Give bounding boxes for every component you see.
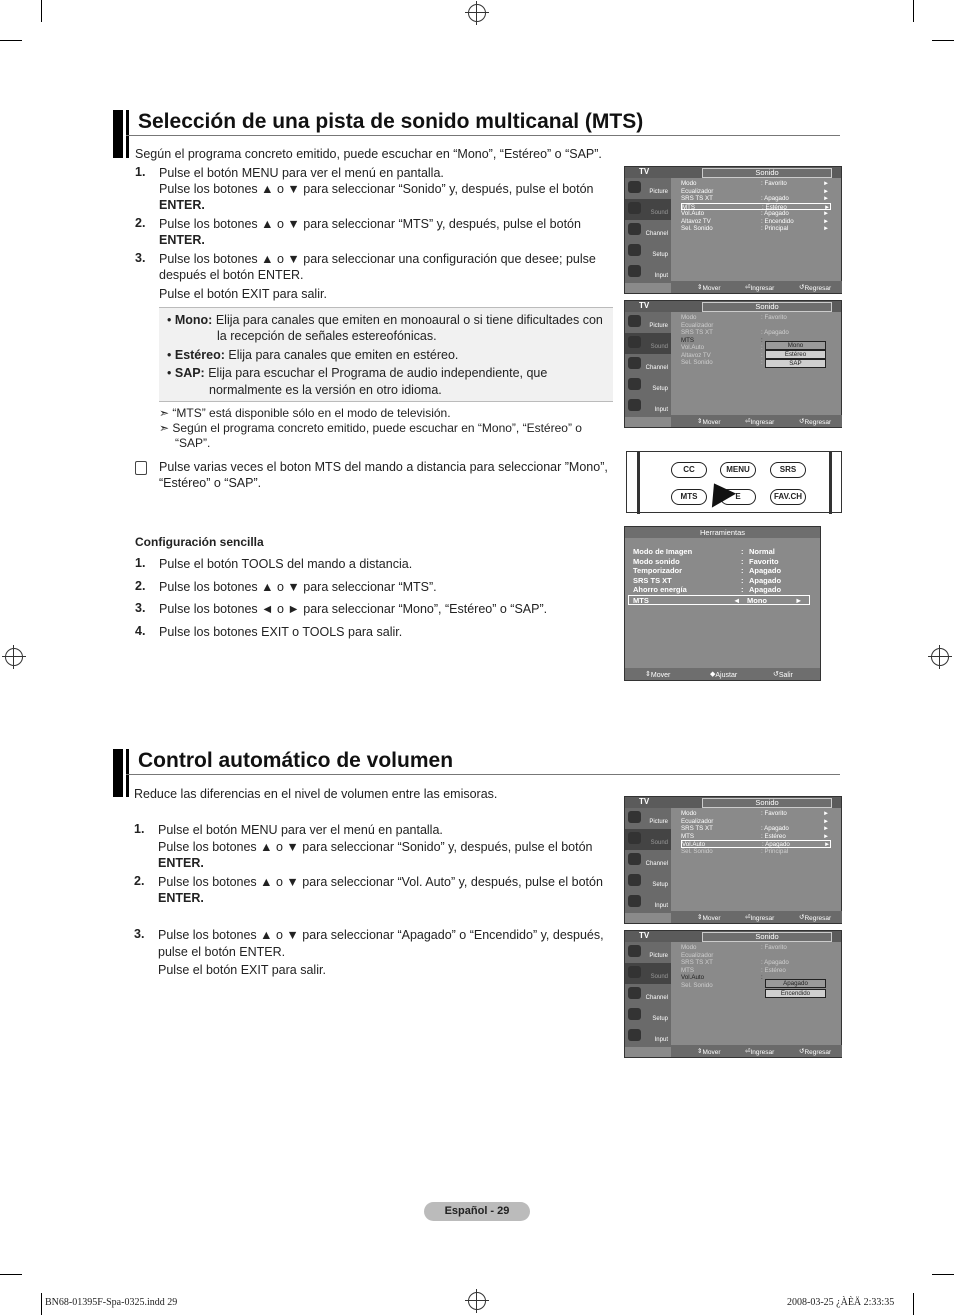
step-line: Pulse el botón MENU para ver el menú en pantalla.	[159, 166, 444, 180]
registration-mark-icon	[931, 648, 949, 666]
menu-button: MENU	[720, 462, 756, 478]
section1-intro: Según el programa concreto emitido, puede escuchar en “Mono”, “Estéreo” o “SAP”.	[135, 147, 602, 161]
mts-button: MTS	[671, 489, 707, 505]
tv-menu-sound-volauto: TV Sonido Picture Sound Channel Setup Input Modo : Favorito ► Ecualizador ► SRS TS XT : Apagado ► MTS : Estéreo ► Vol.Auto : Apagado ► Sel. Sonido : Principal ⇕ Mover ⏎ Ingresar ↺ Regresar	[624, 796, 842, 924]
registration-mark-icon	[5, 648, 23, 666]
favch-button: FAV.CH	[770, 489, 806, 505]
registration-mark-icon	[468, 1292, 486, 1310]
tv-menu-mts-options: TV Sonido Picture Sound Channel Setup Input Modo : Favorito Ecualizador SRS TS XT : Apagado MTS : Vol.Auto : Altavoz TV : Sel. Sonido : Mono Estéreo SAP ⇕ Mover ⏎ Ingresar ↺ Regresar	[624, 300, 842, 428]
print-date: 2008-03-25 ¿ÀÈÄ 2:33:35	[787, 1297, 895, 1308]
step-line: ENTER.	[159, 198, 205, 212]
tv-menu-sound-mts: TV Sonido Picture Sound Channel Setup Input Modo : Favorito ► Ecualizador ► SRS TS XT : Apagado ► MTS : Estéreo ► Vol.Auto : Apagado ► Altavoz TV : Encendido ► Sel. Sonido : Principal ► ⇕ Mover ⏎ Ingresar ↺ Regresar	[624, 166, 842, 294]
section1-title: Selección de una pista de sonido multicanal (MTS)	[138, 110, 644, 133]
page-number: Español - 29	[424, 1202, 530, 1221]
registration-mark-icon	[468, 4, 486, 22]
cc-button: CC	[671, 462, 707, 478]
easy-setup-title: Configuración sencilla	[135, 535, 264, 549]
section2-title: Control automático de volumen	[138, 749, 454, 772]
note-icon	[135, 461, 147, 475]
e-button: E	[720, 489, 756, 505]
file-name: BN68-01395F-Spa-0325.indd 29	[45, 1297, 178, 1308]
tools-menu: Herramientas Modo de Imagen : Normal Modo sonido : Favorito Temporizador : Apagado SRS TS XT : Apagado Ahorro energía : Apagado MTS ◄ Mono ► ⇕ Mover ◆ Ajustar ↺ Salir	[624, 526, 821, 681]
srs-button: SRS	[770, 462, 806, 478]
tv-menu-volauto-options: TV Sonido Picture Sound Channel Setup Input Modo : Favorito Ecualizador SRS TS XT : Apagado MTS : Estéreo Vol.Auto : Sel. Sonido Apagado Encendido ⇕ Mover ⏎ Ingresar ↺ Regresar	[624, 930, 842, 1058]
remote-control-illustration	[626, 451, 842, 513]
step-line: Pulse los botones ▲ o ▼ para seleccionar “Sonido” y, después, pulse el botón	[159, 182, 594, 196]
